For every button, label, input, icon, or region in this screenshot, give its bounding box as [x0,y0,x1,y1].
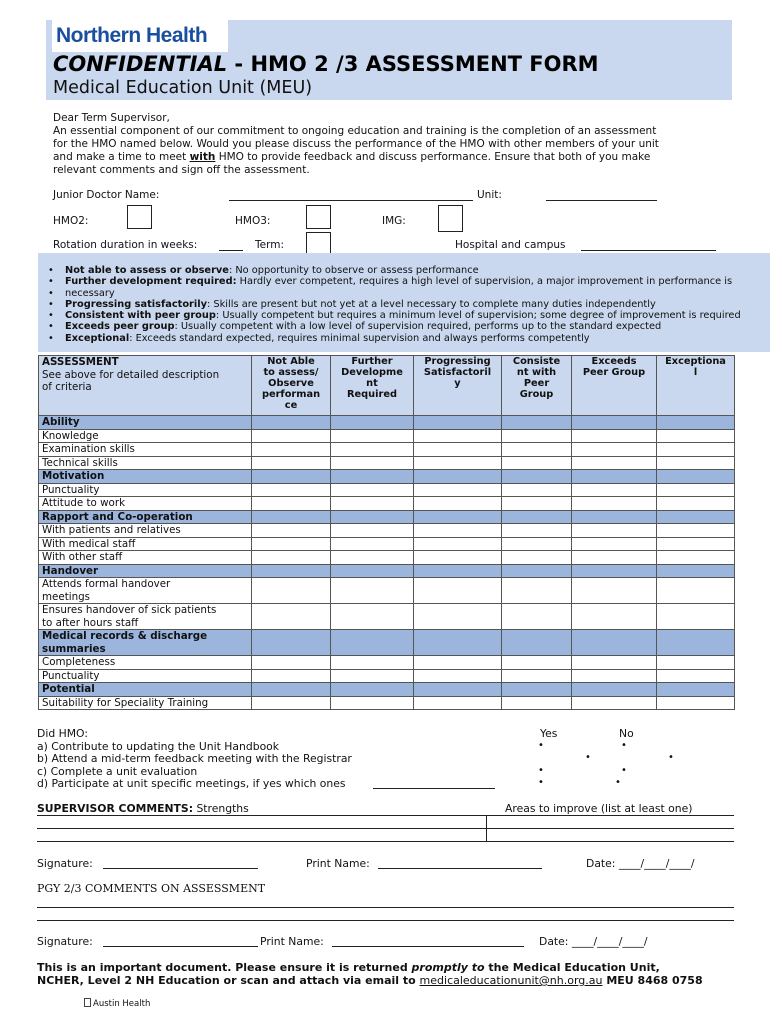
col-exceeds: Exceeds Peer Group [572,356,657,416]
criterion-row [39,656,735,670]
rating-cell[interactable] [331,470,414,484]
did-hmo-b: b) Attend a mid-term feedback meeting with the Registrar [37,752,352,765]
criterion-label: With medical staff [39,537,252,551]
rating-cell[interactable] [572,470,657,484]
rating-cell[interactable] [572,578,657,604]
rotation-duration-label: Rotation duration in weeks: [53,239,198,251]
rating-cell[interactable] [414,564,502,578]
rating-cell[interactable] [414,510,502,524]
criterion-row [39,443,735,457]
rating-cell[interactable] [657,656,735,670]
rating-cell[interactable] [502,551,572,565]
email-link[interactable]: medicaleducationunit@nh.org.au [419,974,603,987]
rating-cell[interactable] [414,483,502,497]
section-label: Handover [39,564,252,578]
rating-cell[interactable] [572,669,657,683]
yes-header: Yes [540,727,558,740]
img-label: IMG: [382,215,406,227]
col-consistent: Consiste nt with Peer Group [502,356,572,416]
footer-line-1: This is an important document. Please ensure it is returned promptly to the Medical Education Unit, [37,961,660,974]
section-row [39,510,735,524]
criterion-label: Attends formal handover meetings [39,578,252,604]
section-row [39,683,735,697]
rating-cell[interactable] [572,483,657,497]
rating-cell[interactable] [331,510,414,524]
rating-cell[interactable] [502,656,572,670]
rating-cell[interactable] [657,524,735,538]
title-confidential: CONFIDENTIAL [53,52,228,76]
criterion-label: Completeness [39,656,252,670]
rating-cell[interactable] [252,630,331,656]
criterion-label: With patients and relatives [39,524,252,538]
pgy-date-field[interactable]: Date: ____/____/____/ [539,935,648,948]
section-label: Motivation [39,470,252,484]
term-checkbox[interactable] [306,232,331,254]
rating-cell[interactable] [252,669,331,683]
rating-cell[interactable] [502,497,572,511]
rating-cell[interactable] [657,510,735,524]
criterion-row [39,456,735,470]
rating-cell[interactable] [502,669,572,683]
rating-cell[interactable] [414,696,502,710]
criterion-row [39,578,735,604]
rating-cell[interactable] [502,578,572,604]
term-label: Term: [255,239,284,251]
criterion-label: Ensures handover of sick patients to after hours staff [39,604,252,630]
criteria-item: • Progressing satisfactorily: Skills are present but not yet at a level necessary to complete many duties independently [48,298,656,310]
rating-cell[interactable] [572,696,657,710]
comments-line-2[interactable] [37,828,734,829]
rating-cell[interactable] [414,630,502,656]
rating-cell[interactable] [252,429,331,443]
option-d-yes[interactable]: • [538,777,544,788]
rating-cell[interactable] [252,416,331,430]
rating-cell[interactable] [331,630,414,656]
rating-cell[interactable] [331,443,414,457]
pgy-line-1[interactable] [37,907,734,908]
rating-cell[interactable] [502,470,572,484]
unit-field[interactable] [546,200,657,201]
rating-cell[interactable] [572,537,657,551]
rating-cell[interactable] [414,524,502,538]
rating-cell[interactable] [331,656,414,670]
intro-line-2: for the HMO named below. Would you please discuss the performance of the HMO with other members of your unit [53,138,659,150]
option-a-yes[interactable]: • [538,740,544,751]
criterion-row [39,696,735,710]
rating-cell[interactable] [331,497,414,511]
did-hmo-a: a) Contribute to updating the Unit Handbook [37,740,280,753]
criterion-label: Punctuality [39,483,252,497]
rating-cell[interactable] [657,470,735,484]
rating-cell[interactable] [331,483,414,497]
assessment-table [38,355,735,710]
section-label: Medical records & discharge summaries [39,630,252,656]
rating-cell[interactable] [502,416,572,430]
title-form-name: - HMO 2 /3 ASSESSMENT FORM [227,52,599,76]
rating-cell[interactable] [502,604,572,630]
criterion-label: Knowledge [39,429,252,443]
criterion-label: Suitability for Speciality Training [39,696,252,710]
rating-cell[interactable] [572,551,657,565]
supervisor-signature-field[interactable] [103,868,258,869]
option-b-yes[interactable]: • [585,752,591,763]
hospital-campus-label: Hospital and campus [455,239,566,251]
rating-cell[interactable] [657,630,735,656]
section-row [39,564,735,578]
rating-cell[interactable] [414,456,502,470]
criterion-row [39,429,735,443]
rating-cell[interactable] [414,604,502,630]
criteria-item: • Exceptional: Exceeds standard expected, requires minimal supervision and always performs competently [48,332,590,344]
criteria-item: • Not able to assess or observe: No opportunity to observe or assess performance [48,265,479,276]
hospital-campus-field[interactable] [581,250,716,251]
rating-cell[interactable] [414,443,502,457]
criterion-row [39,483,735,497]
supervisor-print-name-label: Print Name: [306,857,370,870]
junior-doctor-label: Junior Doctor Name: [53,189,160,201]
rating-cell[interactable] [657,683,735,697]
criteria-bullet: • [48,265,54,276]
option-c-no[interactable]: • [621,765,627,776]
criterion-row [39,669,735,683]
rating-cell[interactable] [657,669,735,683]
rating-cell[interactable] [414,416,502,430]
rating-cell[interactable] [572,497,657,511]
hmo3-label: HMO3: [235,215,271,227]
pgy-signature-label: Signature: [37,935,93,948]
intro-line-3: and make a time to meet with HMO to provide feedback and discuss performance. Ensure that both of you make [53,151,651,163]
rating-cell[interactable] [331,416,414,430]
rating-cell[interactable] [502,483,572,497]
supervisor-print-name-field[interactable] [378,868,542,869]
austin-health-note: Austin Health [84,998,150,1009]
rating-cell[interactable] [331,683,414,697]
rating-cell[interactable] [252,578,331,604]
pgy-signature-field[interactable] [103,946,258,947]
meetings-field[interactable] [373,788,495,789]
assessment-header: ASSESSMENT See above for detailed description of criteria [39,356,252,416]
hmo3-checkbox[interactable] [306,205,331,229]
section-row [39,470,735,484]
rating-cell[interactable] [414,669,502,683]
comments-line-1[interactable] [37,815,734,816]
rating-cell[interactable] [572,656,657,670]
section-label: Rapport and Co-operation [39,510,252,524]
rating-cell[interactable] [331,537,414,551]
rating-cell[interactable] [414,683,502,697]
junior-doctor-name-field[interactable] [229,200,473,201]
rating-cell[interactable] [502,510,572,524]
rating-cell[interactable] [252,537,331,551]
rating-cell[interactable] [252,696,331,710]
rating-cell[interactable] [252,443,331,457]
rating-cell[interactable] [331,578,414,604]
rating-cell[interactable] [331,456,414,470]
criterion-row [39,551,735,565]
rating-cell[interactable] [331,669,414,683]
rating-cell[interactable] [252,683,331,697]
col-exceptional: Exceptiona l [657,356,735,416]
rating-cell[interactable] [657,537,735,551]
option-c-yes[interactable]: • [538,765,544,776]
rating-cell[interactable] [657,416,735,430]
rating-cell[interactable] [502,630,572,656]
rating-cell[interactable] [252,510,331,524]
rating-cell[interactable] [502,564,572,578]
criteria-bullet: • [48,332,54,344]
rating-cell[interactable] [252,524,331,538]
criteria-bullet: • [48,321,54,333]
rating-cell[interactable] [572,510,657,524]
rating-cell[interactable] [414,497,502,511]
criteria-bullet: • [48,298,54,310]
criterion-row [39,537,735,551]
rating-cell[interactable] [414,656,502,670]
intro-greeting: Dear Term Supervisor, [53,112,170,124]
col-not-able: Not Able to assess/ Observe performan ce [252,356,331,416]
criteria-bullet: • [48,287,54,299]
section-label: Ability [39,416,252,430]
pgy-print-name-label: Print Name: [260,935,324,948]
rating-cell[interactable] [657,551,735,565]
rating-cell[interactable] [331,524,414,538]
img-checkbox[interactable] [438,205,463,232]
rating-cell[interactable] [252,497,331,511]
criterion-label: With other staff [39,551,252,565]
rating-cell[interactable] [657,578,735,604]
rating-cell[interactable] [657,604,735,630]
unit-label: Unit: [477,189,502,201]
austin-icon [84,998,91,1007]
rating-cell[interactable] [657,497,735,511]
supervisor-comments-label: SUPERVISOR COMMENTS: Strengths [37,802,249,815]
rating-cell[interactable] [572,524,657,538]
hmo2-label: HMO2: [53,215,89,227]
rating-cell[interactable] [502,429,572,443]
criteria-legend [38,253,770,352]
rating-cell[interactable] [252,564,331,578]
rating-cell[interactable] [657,456,735,470]
rating-cell[interactable] [572,683,657,697]
criterion-row [39,497,735,511]
rating-cell[interactable] [252,551,331,565]
rating-cell[interactable] [414,551,502,565]
option-d-no[interactable]: • [615,777,621,788]
supervisor-date-field[interactable]: Date: ____/____/____/ [586,857,695,870]
rating-cell[interactable] [252,656,331,670]
rating-cell[interactable] [414,578,502,604]
rating-cell[interactable] [331,604,414,630]
rating-cell[interactable] [572,630,657,656]
rating-cell[interactable] [252,456,331,470]
rating-cell[interactable] [572,443,657,457]
comments-divider [486,815,487,841]
northern-health-logo [52,20,228,52]
criterion-label: Punctuality [39,669,252,683]
rating-cell[interactable] [414,537,502,551]
rating-cell[interactable] [657,483,735,497]
col-further-development: Further Developme nt Required [331,356,414,416]
rating-cell[interactable] [657,696,735,710]
rating-cell[interactable] [414,429,502,443]
rating-cell[interactable] [331,429,414,443]
areas-to-improve-label: Areas to improve (list at least one) [505,802,693,815]
pgy-print-name-field[interactable] [332,946,524,947]
criterion-row [39,524,735,538]
option-b-no[interactable]: • [668,752,674,763]
rating-cell[interactable] [572,604,657,630]
page-subtitle: Medical Education Unit (MEU) [53,78,313,98]
rating-cell[interactable] [252,483,331,497]
did-hmo-c: c) Complete a unit evaluation [37,765,198,778]
rating-cell[interactable] [502,443,572,457]
intro-line-1: An essential component of our commitment to ongoing education and training is the completion of an assessment [53,125,657,137]
rating-cell[interactable] [502,696,572,710]
rating-cell[interactable] [502,683,572,697]
rating-cell[interactable] [252,470,331,484]
section-label: Potential [39,683,252,697]
section-row [39,416,735,430]
criterion-label: Technical skills [39,456,252,470]
criteria-item: • Exceeds peer group: Usually competent with a low level of supervision required, performs up to the standard expected [48,321,662,333]
criterion-label: Examination skills [39,443,252,457]
rating-cell[interactable] [572,416,657,430]
criteria-item: • Consistent with peer group: Usually competent but requires a minimum level of supervision; some degree of improvement is required [48,310,741,322]
pgy-line-2[interactable] [37,920,734,921]
rating-cell[interactable] [252,604,331,630]
hmo2-checkbox[interactable] [127,205,152,229]
criteria-bullet: • [48,276,54,288]
rating-cell[interactable] [331,696,414,710]
section-row [39,630,735,656]
rating-cell[interactable] [572,564,657,578]
did-hmo-d: d) Participate at unit specific meetings, if yes which ones [37,777,346,790]
rating-cell[interactable] [572,456,657,470]
supervisor-signature-label: Signature: [37,857,93,870]
criteria-item: • necessary [48,287,115,299]
rating-cell[interactable] [572,429,657,443]
footer-line-2: NCHER, Level 2 NH Education or scan and attach via email to medicaleducationunit@nh.org.au MEU 8468 0758 [37,974,703,987]
criteria-item: • Further development required: Hardly ever competent, requires a high level of supervision, a major improvement in performance is [48,276,733,288]
did-hmo-title: Did HMO: [37,727,88,740]
criterion-label: Attitude to work [39,497,252,511]
rating-cell[interactable] [657,429,735,443]
rating-cell[interactable] [657,443,735,457]
rating-cell[interactable] [331,551,414,565]
page-title [53,52,599,76]
rating-cell[interactable] [502,524,572,538]
rating-cell[interactable] [414,470,502,484]
intro-line-4: relevant comments and sign off the assessment. [53,164,310,176]
logo-text: Northern Health [56,24,208,47]
criteria-bullet: • [48,310,54,322]
col-progressing: Progressing Satisfactoril y [414,356,502,416]
comments-line-3[interactable] [37,841,734,842]
no-header: No [619,727,634,740]
rotation-duration-field[interactable] [219,250,243,251]
rating-cell[interactable] [331,564,414,578]
rating-cell[interactable] [502,537,572,551]
pgy-comments-title: PGY 2/3 COMMENTS ON ASSESSMENT [37,882,266,895]
rating-cell[interactable] [657,564,735,578]
option-a-no[interactable]: • [621,740,627,751]
rating-cell[interactable] [502,456,572,470]
criterion-row [39,604,735,630]
